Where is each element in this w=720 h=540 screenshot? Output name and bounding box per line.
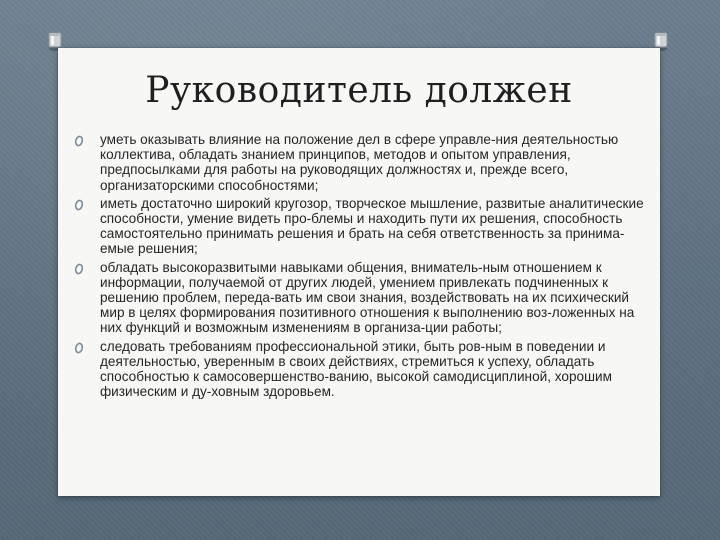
list-item bbox=[74, 339, 646, 400]
slide-title: Руководитель должен bbox=[145, 70, 573, 111]
bullet-text: следовать требованиям профессиональной этики, быть ров-ным в поведении и деятельностью, уверенным в своих действиях, стремиться к успеху, обладать способностью к самосовершенство-ванию, высокой самодисциплиной, хорошим физическим и ду-ховным здоровьем. bbox=[100, 338, 612, 400]
bullet-o-icon bbox=[74, 263, 84, 275]
bullet-list bbox=[74, 132, 646, 402]
bullet-o-icon bbox=[74, 135, 84, 147]
bullet-o-icon bbox=[74, 342, 84, 354]
bullet-o-icon bbox=[74, 199, 84, 211]
bullet-text: уметь оказывать влияние на положение дел в сфере управле-ния деятельностью коллектива, обладать знанием принципов, методов и опытом управления, предпосылками для работы на руководящих должностях и, прежде всего, организаторскими способностями; bbox=[100, 132, 619, 193]
slide-card bbox=[58, 48, 660, 496]
list-item bbox=[74, 132, 646, 193]
bullet-text: обладать высокоразвитыми навыками общения, вниматель-ным отношением к информации, получаемой от других людей, умением привлекать подчиненных к решению проблем, переда-вать им свои знания, воздействовать на их психический мир в целях формирования позитивного отношения к выполнению воз-ложенных на них функций и возможным изменениям в организа-ции работы; bbox=[100, 259, 635, 336]
bullet-text: иметь достаточно широкий кругозор, творческое мышление, развитые аналитические способности, умение видеть про-блемы и находить пути их решения, способность самостоятельно принимать решения и брать на себя ответственность за принима-емые решения; bbox=[100, 195, 644, 257]
list-item bbox=[74, 260, 646, 336]
list-item bbox=[74, 196, 646, 257]
